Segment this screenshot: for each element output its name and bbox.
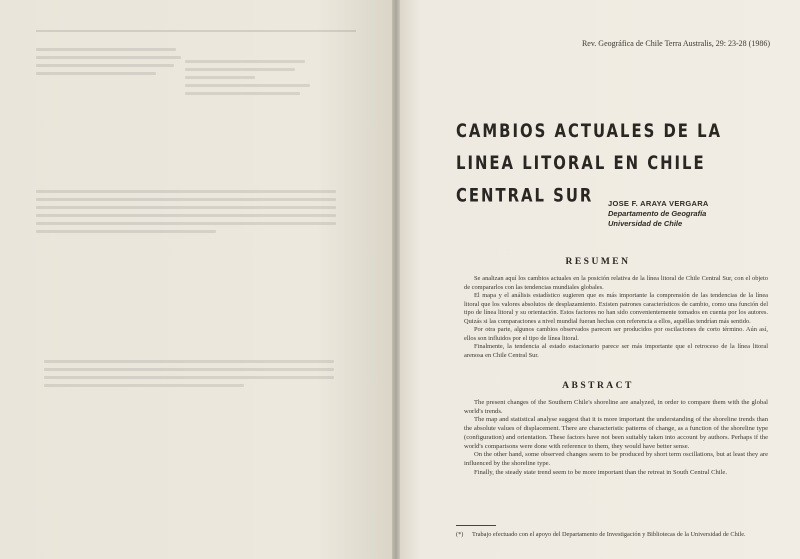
abstract-paragraph: On the other hand, some observed changes seem to be produced by short term oscillations, but at least they are influenced by the shoreline type. (464, 451, 768, 467)
right-page (396, 0, 800, 559)
author-department: Departamento de Geografía (608, 209, 707, 218)
resumen-body (464, 275, 768, 360)
bleed-through-text-block (36, 190, 336, 238)
footnote-rule (456, 525, 496, 526)
article-title: CAMBIOS ACTUALES DE LA LINEA LITORAL EN CHILE CENTRAL SUR (456, 119, 723, 206)
resumen-paragraph: Finalmente, la tendencia al estado estacionario parece ser más importante que el retroceso de la línea litoral arenosa en Chile Central Sur. (464, 343, 768, 359)
resumen-paragraph: Se analizan aquí los cambios actuales en la posición relativa de la línea litoral de Chile Central Sur, con el objeto de compararlos con las tendencias mundiales globales. (464, 275, 768, 291)
bleed-through-text-block (44, 360, 344, 392)
abstract-body (464, 399, 768, 477)
resumen-heading: RESUMEN (565, 257, 631, 267)
abstract-paragraph: Finally, the steady state trend seem to be more important than the retreat in South Central Chile. (474, 468, 727, 476)
abstract-paragraph: The present changes of the Southern Chile's shoreline are analyzed, in order to compare them with the global world's trends. (464, 399, 768, 415)
book-gutter (392, 0, 400, 559)
bleed-through-text-block (185, 60, 335, 100)
left-page (0, 0, 396, 559)
footnote-mark: (*) (456, 531, 464, 538)
abstract-paragraph: The map and statistical analyse suggest that it is more important the understanding of the shoreline trends than the absolute values of displacement. There are characteristic patterns of change, as a function of the shoreline type (configuration) and orientation. These factors have not been suitably taken into account by authors. Perhaps if the world's comparisons were done with reference to them, they would have better sense. (464, 416, 768, 450)
abstract-heading: ABSTRACT (562, 381, 634, 391)
resumen-paragraph: Por otra parte, algunos cambios observados parecen ser producidos por oscilaciones de corto término. Aún así, ellos son influidos por el tipo de línea litoral. (464, 326, 768, 342)
author-university: Universidad de Chile (608, 219, 683, 228)
footnote (456, 531, 766, 539)
footnote-text: Trabajo efectuado con el apoyo del Departamento de Investigación y Bibliotecas de la Universidad de Chile. (472, 531, 746, 538)
author-name: JOSE F. ARAYA VERGARA (608, 199, 709, 208)
running-head: Rev. Geográfica de Chile Terra Australis, 29: 23-28 (1986) (581, 39, 770, 48)
bleed-through-header (36, 30, 356, 32)
author-block (608, 199, 768, 229)
resumen-paragraph: El mapa y el análisis estadístico sugieren que es más importante la comprensión de las tendencias de la línea litoral que los valores absolutos de desplazamiento. Existen patrones característicos de cambio, como una función del tipo de línea litoral y su orientación. Estos factores no han sido convenientemente tomados en cuenta por los autores. Quizás si las comparaciones a nivel mundial fueran hechas con referencia a ellos, aquéllas tendrían más sentido. (464, 292, 768, 325)
